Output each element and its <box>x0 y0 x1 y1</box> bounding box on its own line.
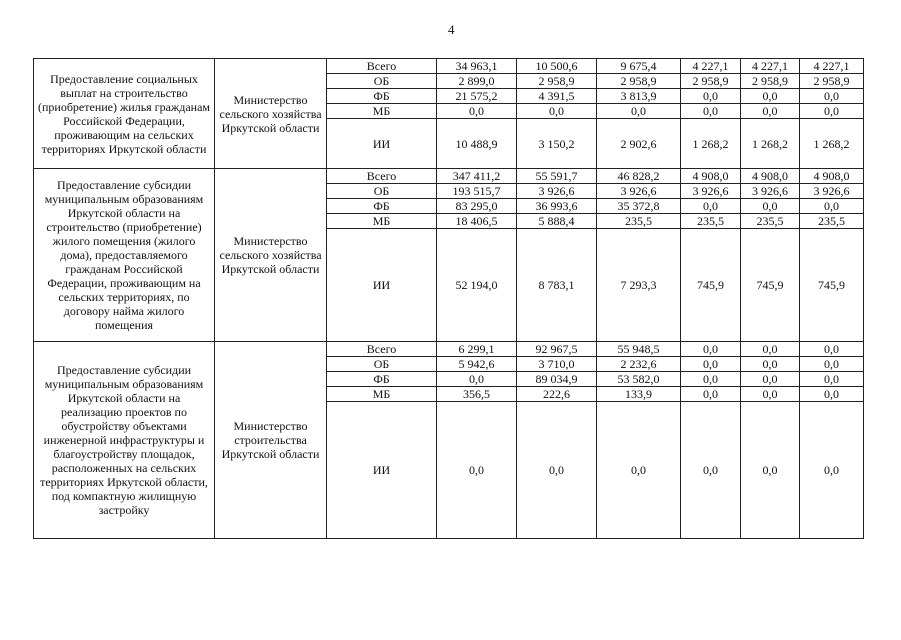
amount-cell: 0,0 <box>681 372 741 387</box>
amount-cell: 133,9 <box>597 387 681 402</box>
funding-source: ФБ <box>327 89 437 104</box>
amount-cell: 0,0 <box>437 402 517 539</box>
amount-cell: 1 268,2 <box>741 119 800 169</box>
amount-cell: 3 926,6 <box>517 184 597 199</box>
amount-cell: 4 391,5 <box>517 89 597 104</box>
amount-cell: 0,0 <box>741 387 800 402</box>
amount-cell: 0,0 <box>800 342 864 357</box>
amount-cell: 0,0 <box>741 199 800 214</box>
amount-cell: 745,9 <box>741 229 800 342</box>
amount-cell: 0,0 <box>741 372 800 387</box>
responsible-executor: Министерство строительства Иркутской области <box>215 342 327 539</box>
table-row <box>34 169 864 184</box>
amount-cell: 0,0 <box>800 199 864 214</box>
amount-cell: 0,0 <box>800 402 864 539</box>
amount-cell: 4 227,1 <box>800 59 864 74</box>
amount-cell: 0,0 <box>800 372 864 387</box>
responsible-executor: Министерство сельского хозяйства Иркутской области <box>215 59 327 169</box>
amount-cell: 3 926,6 <box>741 184 800 199</box>
amount-cell: 222,6 <box>517 387 597 402</box>
amount-cell: 3 926,6 <box>597 184 681 199</box>
amount-cell: 18 406,5 <box>437 214 517 229</box>
amount-cell: 7 293,3 <box>597 229 681 342</box>
funding-source: ОБ <box>327 74 437 89</box>
funding-source: ИИ <box>327 119 437 169</box>
amount-cell: 10 500,6 <box>517 59 597 74</box>
amount-cell: 0,0 <box>800 89 864 104</box>
amount-cell: 0,0 <box>741 357 800 372</box>
amount-cell: 235,5 <box>800 214 864 229</box>
funding-source: ИИ <box>327 402 437 539</box>
amount-cell: 0,0 <box>597 402 681 539</box>
amount-cell: 10 488,9 <box>437 119 517 169</box>
amount-cell: 21 575,2 <box>437 89 517 104</box>
amount-cell: 34 963,1 <box>437 59 517 74</box>
activity-description: Предоставление субсидии муниципальным образованиям Иркутской области на строительство (приобретение) жилого помещения (жилого дома), предоставляемого гражданам Российской Федерации, проживающим на сельских территориях, по договору найма жилого помещения <box>34 169 215 342</box>
amount-cell: 0,0 <box>517 104 597 119</box>
amount-cell: 2 958,9 <box>741 74 800 89</box>
funding-source: МБ <box>327 387 437 402</box>
amount-cell: 0,0 <box>681 357 741 372</box>
amount-cell: 3 150,2 <box>517 119 597 169</box>
amount-cell: 89 034,9 <box>517 372 597 387</box>
amount-cell: 5 942,6 <box>437 357 517 372</box>
amount-cell: 4 908,0 <box>681 169 741 184</box>
amount-cell: 55 591,7 <box>517 169 597 184</box>
responsible-executor: Министерство сельского хозяйства Иркутской области <box>215 169 327 342</box>
amount-cell: 4 908,0 <box>800 169 864 184</box>
amount-cell: 3 710,0 <box>517 357 597 372</box>
funding-source: Всего <box>327 59 437 74</box>
funding-source: МБ <box>327 104 437 119</box>
amount-cell: 0,0 <box>517 402 597 539</box>
amount-cell: 0,0 <box>800 357 864 372</box>
amount-cell: 0,0 <box>741 402 800 539</box>
amount-cell: 36 993,6 <box>517 199 597 214</box>
amount-cell: 235,5 <box>597 214 681 229</box>
page-number: 4 <box>448 22 455 37</box>
amount-cell: 0,0 <box>681 199 741 214</box>
amount-cell: 5 888,4 <box>517 214 597 229</box>
amount-cell: 745,9 <box>800 229 864 342</box>
amount-cell: 3 926,6 <box>800 184 864 199</box>
amount-cell: 0,0 <box>800 387 864 402</box>
amount-cell: 55 948,5 <box>597 342 681 357</box>
amount-cell: 6 299,1 <box>437 342 517 357</box>
amount-cell: 356,5 <box>437 387 517 402</box>
amount-cell: 0,0 <box>597 104 681 119</box>
amount-cell: 52 194,0 <box>437 229 517 342</box>
amount-cell: 2 232,6 <box>597 357 681 372</box>
amount-cell: 2 899,0 <box>437 74 517 89</box>
funding-source: ИИ <box>327 229 437 342</box>
funding-source: ФБ <box>327 199 437 214</box>
amount-cell: 4 227,1 <box>681 59 741 74</box>
amount-cell: 0,0 <box>681 342 741 357</box>
funding-source: ОБ <box>327 357 437 372</box>
amount-cell: 0,0 <box>437 372 517 387</box>
funding-source: МБ <box>327 214 437 229</box>
amount-cell: 0,0 <box>681 387 741 402</box>
amount-cell: 235,5 <box>681 214 741 229</box>
amount-cell: 53 582,0 <box>597 372 681 387</box>
amount-cell: 46 828,2 <box>597 169 681 184</box>
amount-cell: 0,0 <box>681 104 741 119</box>
budget-table <box>33 58 864 539</box>
amount-cell: 4 227,1 <box>741 59 800 74</box>
amount-cell: 1 268,2 <box>681 119 741 169</box>
amount-cell: 35 372,8 <box>597 199 681 214</box>
amount-cell: 1 268,2 <box>800 119 864 169</box>
amount-cell: 2 958,9 <box>517 74 597 89</box>
amount-cell: 2 958,9 <box>597 74 681 89</box>
activity-description: Предоставление социальных выплат на строительство (приобретение) жилья гражданам Российской Федерации, проживающим на сельских территориях Иркутской области <box>34 59 215 169</box>
amount-cell: 9 675,4 <box>597 59 681 74</box>
funding-source: Всего <box>327 342 437 357</box>
amount-cell: 193 515,7 <box>437 184 517 199</box>
funding-source: Всего <box>327 169 437 184</box>
amount-cell: 3 813,9 <box>597 89 681 104</box>
table-row <box>34 342 864 357</box>
amount-cell: 0,0 <box>800 104 864 119</box>
amount-cell: 0,0 <box>741 342 800 357</box>
funding-source: ОБ <box>327 184 437 199</box>
amount-cell: 0,0 <box>437 104 517 119</box>
amount-cell: 0,0 <box>741 89 800 104</box>
amount-cell: 2 902,6 <box>597 119 681 169</box>
amount-cell: 2 958,9 <box>800 74 864 89</box>
amount-cell: 4 908,0 <box>741 169 800 184</box>
amount-cell: 745,9 <box>681 229 741 342</box>
amount-cell: 347 411,2 <box>437 169 517 184</box>
amount-cell: 2 958,9 <box>681 74 741 89</box>
amount-cell: 83 295,0 <box>437 199 517 214</box>
amount-cell: 0,0 <box>681 402 741 539</box>
amount-cell: 235,5 <box>741 214 800 229</box>
amount-cell: 3 926,6 <box>681 184 741 199</box>
activity-description: Предоставление субсидии муниципальным образованиям Иркутской области на реализацию проектов по обустройству объектами инженерной инфраструктуры и благоустройству площадок, расположенных на сельских территориях Иркутской области, под компактную жилищную застройку <box>34 342 215 539</box>
amount-cell: 92 967,5 <box>517 342 597 357</box>
amount-cell: 0,0 <box>681 89 741 104</box>
amount-cell: 8 783,1 <box>517 229 597 342</box>
funding-source: ФБ <box>327 372 437 387</box>
amount-cell: 0,0 <box>741 104 800 119</box>
table-row <box>34 59 864 74</box>
